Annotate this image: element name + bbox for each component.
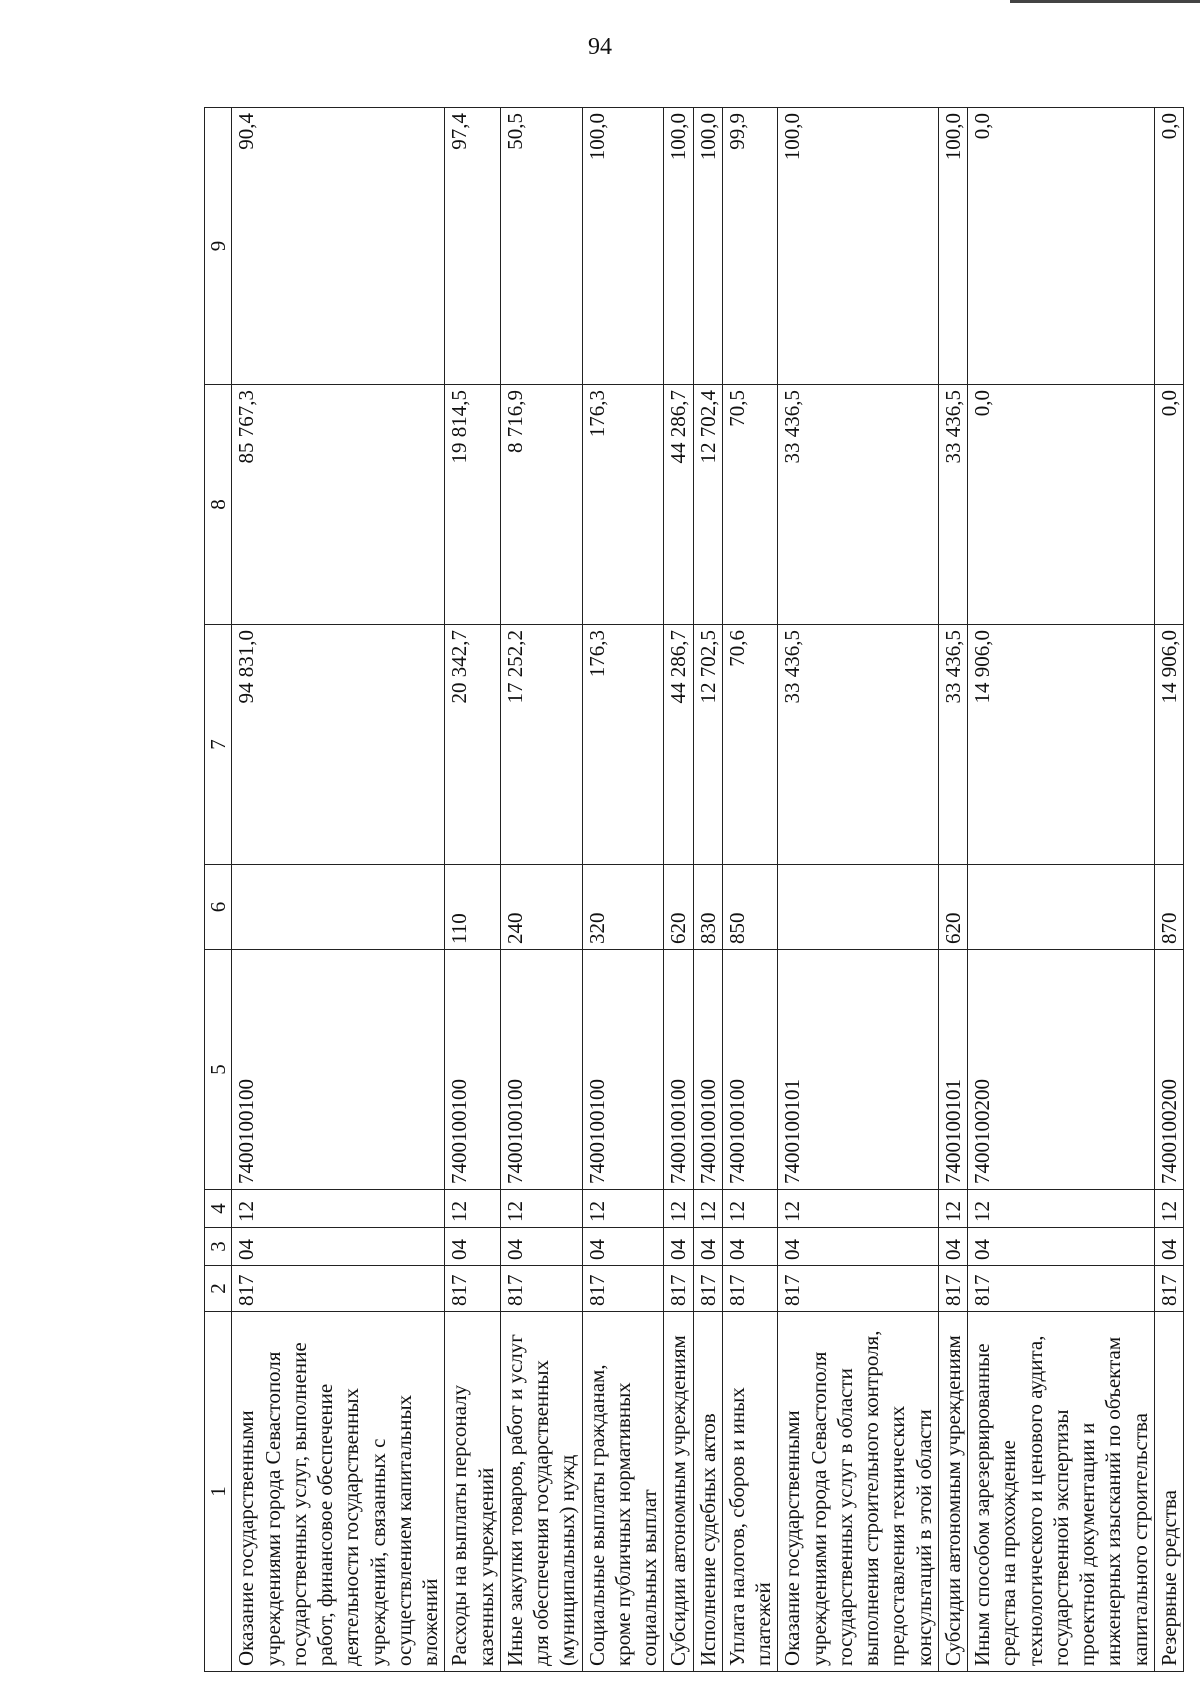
table-row — [722, 108, 778, 1672]
expense-type-cell: 850 — [722, 865, 778, 950]
table-row — [968, 108, 1155, 1672]
admin-code-cell: 817 — [1154, 1266, 1183, 1312]
target-article-cell: 7400100100 — [582, 950, 664, 1190]
actual-amount-cell: 0,0 — [968, 385, 1155, 625]
section-cell: 04 — [938, 1228, 967, 1266]
target-article-cell: 7400100100 — [500, 950, 582, 1190]
table-row — [938, 108, 967, 1672]
header-row — [205, 108, 232, 1672]
plan-amount-cell: 44 286,7 — [664, 625, 693, 865]
header-cell: 2 — [205, 1266, 232, 1312]
section-cell: 04 — [778, 1228, 939, 1266]
header-cell: 1 — [205, 1312, 232, 1672]
admin-code-cell: 817 — [968, 1266, 1155, 1312]
percent-cell: 0,0 — [968, 108, 1155, 385]
actual-amount-cell: 85 767,3 — [232, 385, 445, 625]
page-number: 94 — [588, 34, 612, 60]
scan-edge-line — [1010, 0, 1200, 3]
row-name-cell: Уплата налогов, сборов и иных платежей — [722, 1312, 778, 1672]
section-cell: 04 — [500, 1228, 582, 1266]
subsection-cell: 12 — [938, 1190, 967, 1228]
subsection-cell: 12 — [500, 1190, 582, 1228]
plan-amount-cell: 70,6 — [722, 625, 778, 865]
subsection-cell: 12 — [664, 1190, 693, 1228]
percent-cell: 100,0 — [664, 108, 693, 385]
admin-code-cell: 817 — [664, 1266, 693, 1312]
row-name-cell: Оказание государственными учреждениями города Севастополя государственных услуг в области выполнения строительного контроля, предоставления технических консультаций в этой области — [778, 1312, 939, 1672]
row-name-cell: Субсидии автономным учреждениям — [938, 1312, 967, 1672]
admin-code-cell: 817 — [938, 1266, 967, 1312]
section-cell: 04 — [445, 1228, 501, 1266]
actual-amount-cell: 33 436,5 — [938, 385, 967, 625]
section-cell: 04 — [693, 1228, 722, 1266]
percent-cell: 100,0 — [693, 108, 722, 385]
actual-amount-cell: 12 702,4 — [693, 385, 722, 625]
target-article-cell: 7400100100 — [445, 950, 501, 1190]
actual-amount-cell: 0,0 — [1154, 385, 1183, 625]
subsection-cell: 12 — [1154, 1190, 1183, 1228]
expense-type-cell: 870 — [1154, 865, 1183, 950]
actual-amount-cell: 176,3 — [582, 385, 664, 625]
row-name-cell: Резервные средства — [1154, 1312, 1183, 1672]
expense-type-cell: 320 — [582, 865, 664, 950]
target-article-cell: 7400100100 — [664, 950, 693, 1190]
percent-cell: 97,4 — [445, 108, 501, 385]
actual-amount-cell: 70,5 — [722, 385, 778, 625]
actual-amount-cell: 19 814,5 — [445, 385, 501, 625]
rotated-table-frame — [204, 108, 1181, 1672]
admin-code-cell: 817 — [778, 1266, 939, 1312]
expense-type-cell: 620 — [938, 865, 967, 950]
row-name-cell: Социальные выплаты гражданам, кроме публичных нормативных социальных выплат — [582, 1312, 664, 1672]
header-cell: 3 — [205, 1228, 232, 1266]
subsection-cell: 12 — [445, 1190, 501, 1228]
subsection-cell: 12 — [722, 1190, 778, 1228]
admin-code-cell: 817 — [722, 1266, 778, 1312]
admin-code-cell: 817 — [232, 1266, 445, 1312]
table-row — [500, 108, 582, 1672]
section-cell: 04 — [664, 1228, 693, 1266]
row-name-cell: Иные закупки товаров, работ и услуг для обеспечения государственных (муниципальных) нужд — [500, 1312, 582, 1672]
expense-type-cell: 830 — [693, 865, 722, 950]
row-name-cell: Расходы на выплаты персоналу казенных учреждений — [445, 1312, 501, 1672]
percent-cell: 99,9 — [722, 108, 778, 385]
percent-cell: 0,0 — [1154, 108, 1183, 385]
section-cell: 04 — [968, 1228, 1155, 1266]
table-row — [778, 108, 939, 1672]
table-row — [582, 108, 664, 1672]
subsection-cell: 12 — [968, 1190, 1155, 1228]
header-cell: 7 — [205, 625, 232, 865]
percent-cell: 100,0 — [582, 108, 664, 385]
admin-code-cell: 817 — [582, 1266, 664, 1312]
subsection-cell: 12 — [693, 1190, 722, 1228]
section-cell: 04 — [582, 1228, 664, 1266]
actual-amount-cell: 33 436,5 — [778, 385, 939, 625]
header-cell: 6 — [205, 865, 232, 950]
plan-amount-cell: 14 906,0 — [1154, 625, 1183, 865]
plan-amount-cell: 94 831,0 — [232, 625, 445, 865]
plan-amount-cell: 33 436,5 — [778, 625, 939, 865]
admin-code-cell: 817 — [445, 1266, 501, 1312]
actual-amount-cell: 44 286,7 — [664, 385, 693, 625]
table-row — [1154, 108, 1183, 1672]
budget-table — [204, 107, 1184, 1672]
expense-type-cell: 240 — [500, 865, 582, 950]
target-article-cell: 7400100200 — [968, 950, 1155, 1190]
header-cell: 9 — [205, 108, 232, 385]
target-article-cell: 7400100101 — [938, 950, 967, 1190]
section-cell: 04 — [232, 1228, 445, 1266]
row-name-cell: Иным способом зарезервированные средства на прохождение технологического и ценового аудита, государственной экспертизы проектной документации и инженерных изысканий по объектам капитального строительства — [968, 1312, 1155, 1672]
table-row — [693, 108, 722, 1672]
subsection-cell: 12 — [582, 1190, 664, 1228]
table-row — [232, 108, 445, 1672]
subsection-cell: 12 — [778, 1190, 939, 1228]
plan-amount-cell: 17 252,2 — [500, 625, 582, 865]
row-name-cell: Субсидии автономным учреждениям — [664, 1312, 693, 1672]
header-cell: 5 — [205, 950, 232, 1190]
row-name-cell: Исполнение судебных актов — [693, 1312, 722, 1672]
plan-amount-cell: 20 342,7 — [445, 625, 501, 865]
target-article-cell: 7400100101 — [778, 950, 939, 1190]
expense-type-cell — [968, 865, 1155, 950]
admin-code-cell: 817 — [693, 1266, 722, 1312]
plan-amount-cell: 14 906,0 — [968, 625, 1155, 865]
percent-cell: 90,4 — [232, 108, 445, 385]
target-article-cell: 7400100200 — [1154, 950, 1183, 1190]
section-cell: 04 — [722, 1228, 778, 1266]
row-name-cell: Оказание государственными учреждениями города Севастополя государственных услуг, выполнение работ, финансовое обеспечение деятельности государственных учреждений, связанных с осуществлением капитальных вложений — [232, 1312, 445, 1672]
expense-type-cell: 620 — [664, 865, 693, 950]
subsection-cell: 12 — [232, 1190, 445, 1228]
admin-code-cell: 817 — [500, 1266, 582, 1312]
table-row — [664, 108, 693, 1672]
target-article-cell: 7400100100 — [232, 950, 445, 1190]
percent-cell: 100,0 — [938, 108, 967, 385]
expense-type-cell — [232, 865, 445, 950]
actual-amount-cell: 8 716,9 — [500, 385, 582, 625]
percent-cell: 50,5 — [500, 108, 582, 385]
target-article-cell: 7400100100 — [722, 950, 778, 1190]
header-cell: 8 — [205, 385, 232, 625]
section-cell: 04 — [1154, 1228, 1183, 1266]
plan-amount-cell: 12 702,5 — [693, 625, 722, 865]
header-cell: 4 — [205, 1190, 232, 1228]
plan-amount-cell: 33 436,5 — [938, 625, 967, 865]
target-article-cell: 7400100100 — [693, 950, 722, 1190]
expense-type-cell: 110 — [445, 865, 501, 950]
plan-amount-cell: 176,3 — [582, 625, 664, 865]
expense-type-cell — [778, 865, 939, 950]
rotated-table-container — [204, 108, 1181, 1672]
table-row — [445, 108, 501, 1672]
percent-cell: 100,0 — [778, 108, 939, 385]
